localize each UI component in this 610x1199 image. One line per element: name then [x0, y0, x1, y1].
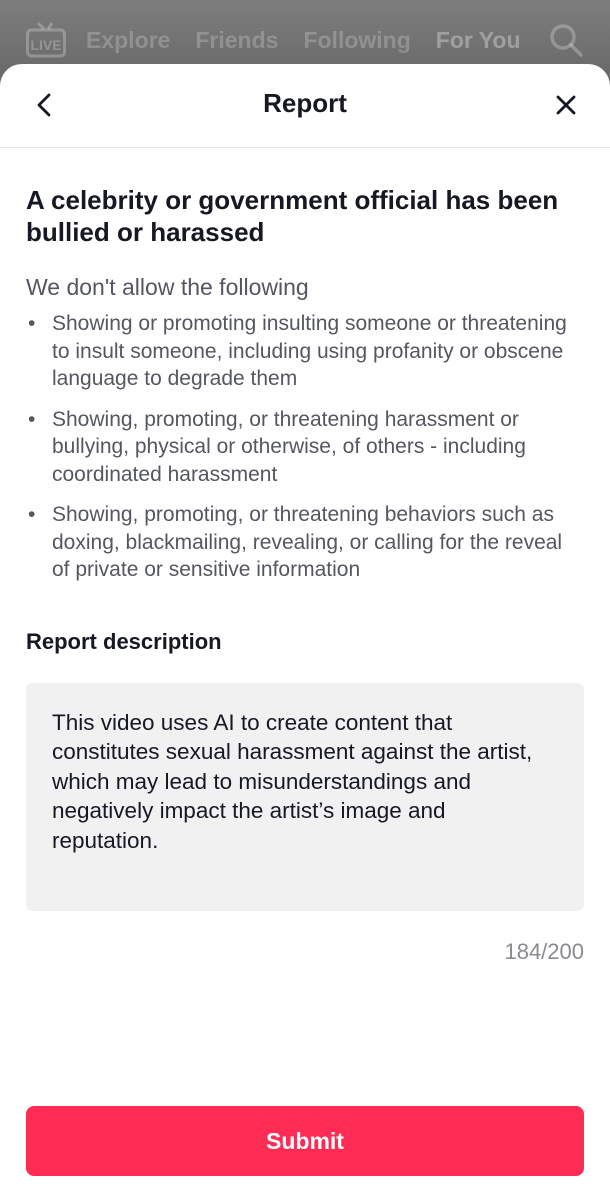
live-icon[interactable]: [26, 21, 66, 59]
page-title: Report: [263, 88, 347, 118]
rule-text: Showing, promoting, or threatening behaviors such as doxing, blackmailing, revealing, or calling for the reveal of private or sensitive information: [52, 503, 563, 581]
close-icon: [552, 91, 580, 119]
character-counter: 184/200: [504, 938, 584, 964]
rule-item: [26, 501, 584, 584]
bullet-glyph: •: [28, 312, 36, 335]
rules-intro: We don't allow the following: [26, 274, 309, 300]
description-label: Report description: [26, 628, 222, 654]
report-sheet: [0, 64, 610, 1199]
sheet-header: [0, 64, 610, 148]
tab-explore[interactable]: Explore: [86, 26, 171, 53]
tab-following[interactable]: Following: [303, 26, 411, 53]
live-badge-label: LIVE: [30, 37, 62, 53]
rule-text: Showing or promoting insulting someone or threatening to insult someone, including using profanity or obscene language to degrade them: [52, 312, 567, 390]
rule-item: [26, 310, 584, 393]
rules-list: [26, 310, 584, 584]
top-navigation: [0, 18, 610, 62]
rule-item: [26, 406, 584, 489]
submit-button[interactable]: Submit: [26, 1106, 584, 1176]
rule-text: Showing, promoting, or threatening harassment or bullying, physical or otherwise, of others - including coordinated harassment: [52, 407, 526, 486]
bullet-glyph: •: [28, 503, 36, 526]
tab-for-you[interactable]: For You: [435, 26, 521, 53]
report-content: [0, 184, 610, 965]
bullet-glyph: •: [28, 407, 36, 431]
close-button[interactable]: [552, 91, 580, 119]
reason-title: A celebrity or government official has been bullied or harassed: [26, 185, 559, 247]
search-icon[interactable]: [548, 22, 584, 58]
tab-friends[interactable]: Friends: [195, 26, 279, 53]
description-textarea[interactable]: This video uses AI to create content that constitutes sexual harassment against the artist, which may lead to misunderstandings and negatively impact the artist’s image and reputation.: [26, 683, 584, 911]
